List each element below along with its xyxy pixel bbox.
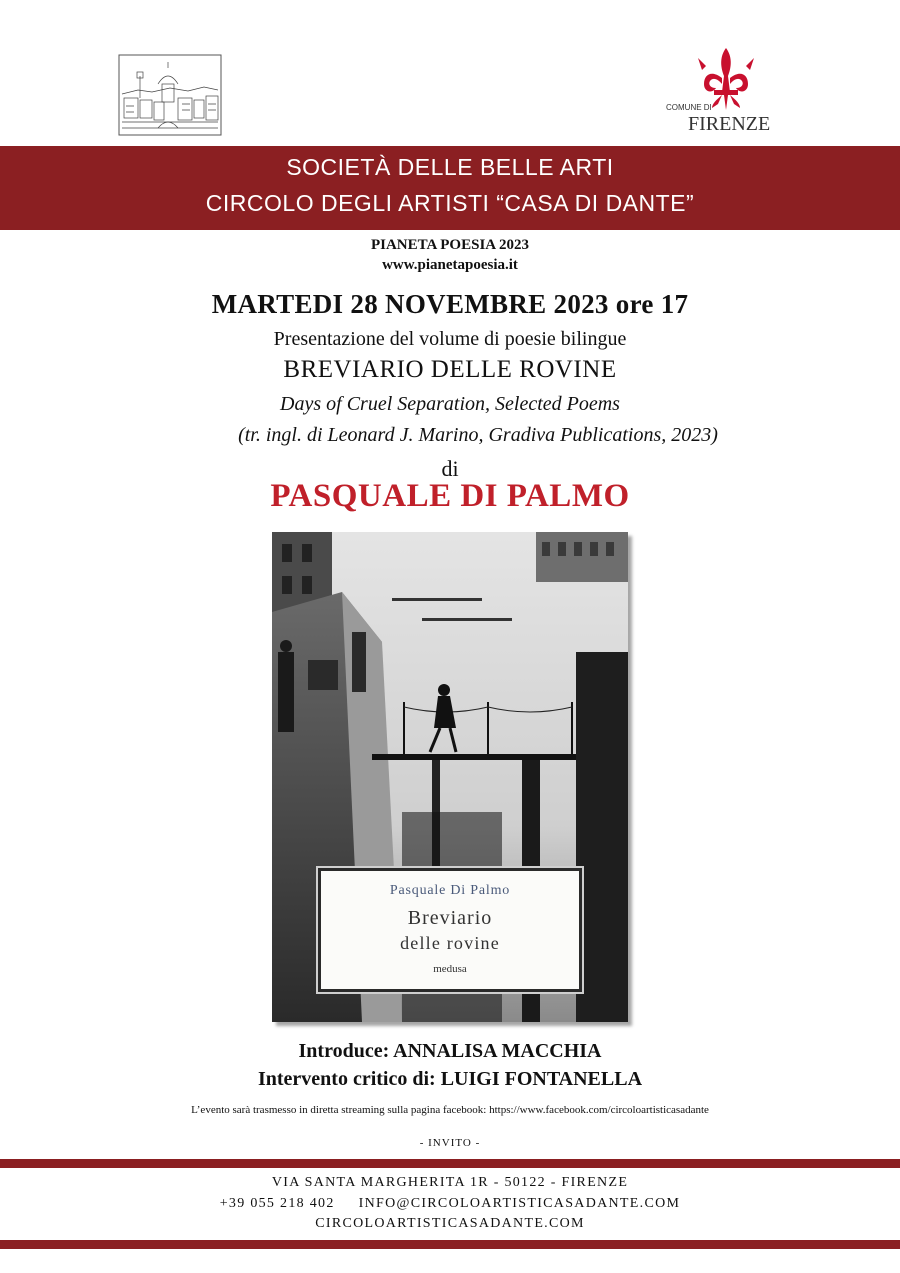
footer-address: VIA SANTA MARGHERITA 1R - 50122 - FIRENZE (271, 1175, 629, 1190)
cover-publisher: medusa (433, 963, 467, 975)
series-title: PIANETA POESIA 2023 (370, 237, 530, 253)
comune-di-text: COMUNE DI (666, 103, 712, 112)
book-cover (272, 532, 628, 1022)
firenze-text: FIRENZE (688, 113, 771, 135)
banner-line-2: CIRCOLO DEGLI ARTISTI “CASA DI DANTE” (205, 190, 695, 216)
book-title: BREVIARIO DELLE ROVINE (283, 356, 617, 383)
presentation-text: Presentazione del volume di poesie bilingue (273, 328, 627, 350)
banner-line-1: SOCIETÀ DELLE BELLE ARTI (286, 154, 614, 180)
book-subtitle: Days of Cruel Separation, Selected Poems (280, 393, 620, 415)
invito-label: - INVITO - (419, 1137, 481, 1149)
event-date: MARTEDI 28 NOVEMBRE 2023 ore 17 (211, 289, 689, 319)
city-sketch-logo (118, 54, 222, 136)
cover-title-line-1: Breviario (407, 907, 493, 929)
series-website: www.pianetapoesia.it (382, 257, 518, 273)
title-banner (0, 146, 900, 230)
translation-note: (tr. ingl. di Leonard J. Marino, Gradiva Publications, 2023) (238, 424, 718, 446)
city-sketch-icon (118, 54, 222, 136)
footer-site: CIRCOLOARTISTICASADANTE.COM (315, 1216, 585, 1231)
florence-lily-icon (664, 44, 776, 136)
cover-label (318, 868, 582, 992)
footer-rule-top (0, 1159, 900, 1168)
cover-author: Pasquale Di Palmo (389, 883, 511, 898)
streaming-note: L’evento sarà trasmesso in diretta streaming sulla pagina facebook: https://www.facebook.com/circoloartisticasadante (191, 1104, 709, 1116)
comune-firenze-logo (664, 44, 776, 136)
cover-title-line-2: delle rovine (400, 933, 500, 953)
author-name: PASQUALE DI PALMO (270, 478, 630, 514)
footer-contacts: +39 055 218 402 INFO@CIRCOLOARTISTICASADANTE.COM (219, 1196, 681, 1211)
introducer-line: Introduce: ANNALISA MACCHIA (298, 1040, 602, 1062)
di-text: di (441, 456, 459, 481)
footer-rule-bottom (0, 1240, 900, 1249)
critic-line: Intervento critico di: LUIGI FONTANELLA (257, 1068, 643, 1090)
